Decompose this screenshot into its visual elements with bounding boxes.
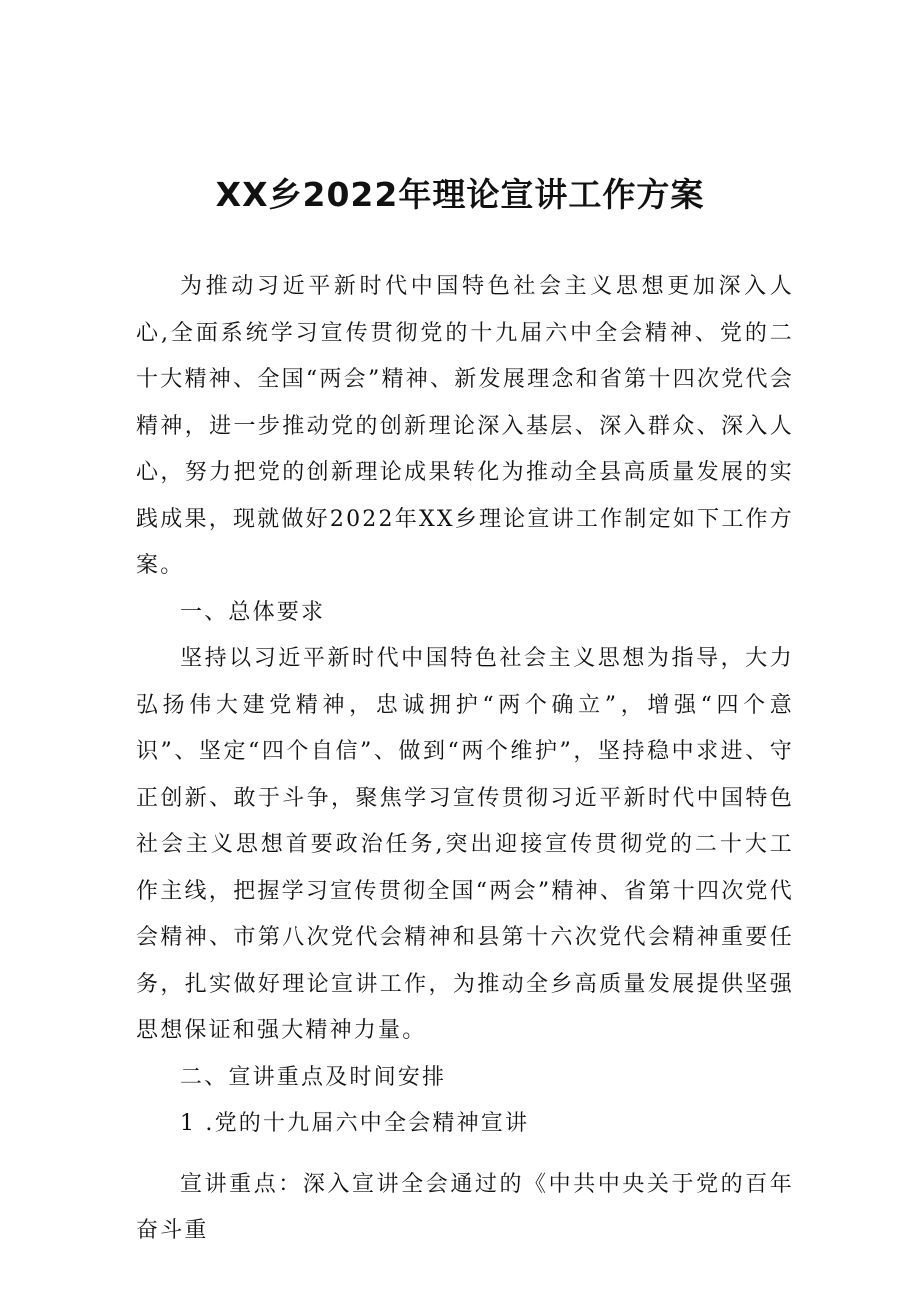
general-requirements-paragraph: 坚持以习近平新时代中国特色社会主义思想为指导，大力弘扬伟大建党精神，忠诚拥护“两个确立”，增强“四个意识”、坚定“四个自信”、做到“两个维护”，坚持稳中求进、守正创新、敢于斗争，聚焦学习宣传贯彻习近平新时代中国特色社会主义思想首要政治任务,突出迎接宣传贯彻党的二十大工作主线，把握学习宣传贯彻全国“两会”精神、省第十四次党代会精神、市第八次党代会精神和县第十六次党代会精神重要任务，扎实做好理论宣讲工作，为推动全乡高质量发展提供坚强思想保证和强大精神力量。	[136, 646, 794, 1043]
subsection-heading-plenary-session: 1 .党的十九届六中全会精神宣讲	[180, 1111, 530, 1136]
key-points-paragraph: 宣讲重点：深入宣讲全会通过的《中共中央关于党的百年奋斗重	[136, 1171, 794, 1243]
intro-paragraph: 为推动习近平新时代中国特色社会主义思想更加深入人心,全面系统学习宣传贯彻党的十九届六中全会精神、党的二十大精神、全国“两会”精神、新发展理念和省第十四次党代会精神，进一步推动党的创新理论深入基层、深入群众、深入人心，努力把党的创新理论成果转化为推动全县高质量发展的实践成果，现就做好2022年XX乡理论宣讲工作制定如下工作方案。	[136, 274, 794, 578]
section-heading-key-points-schedule: 二、宣讲重点及时间安排	[180, 1064, 447, 1090]
document-title: XX乡2022年理论宣讲工作方案	[215, 175, 705, 214]
section-heading-general-requirements: 一、总体要求	[180, 599, 326, 625]
document-body	[136, 264, 794, 1255]
